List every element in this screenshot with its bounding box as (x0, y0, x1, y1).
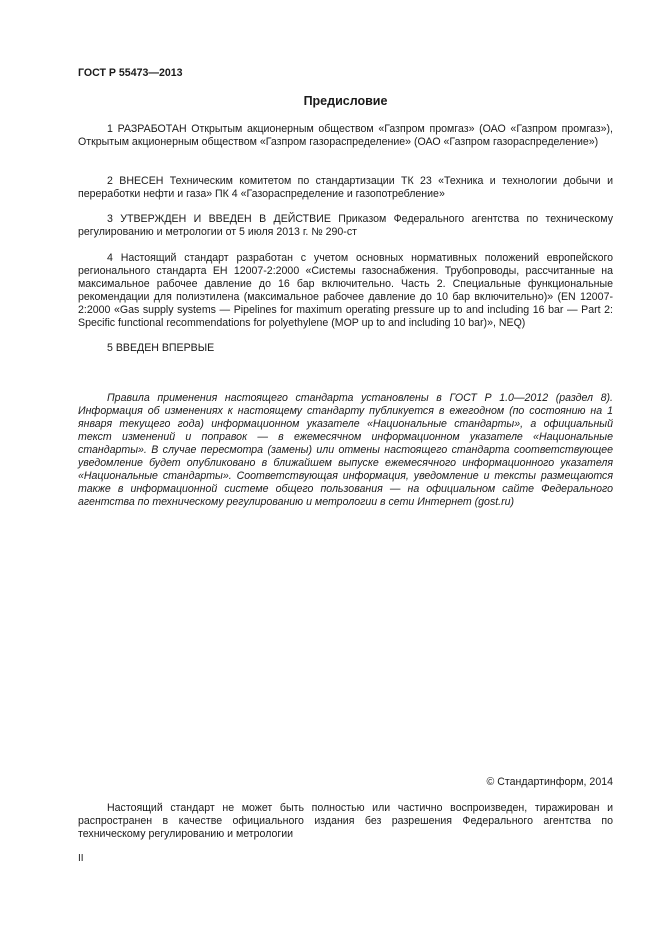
paragraph-approved: 3 УТВЕРЖДЕН И ВВЕДЕН В ДЕЙСТВИЕ Приказом Федерального агентства по техническому регулированию и метрологии от 5 июля 2013 г. № 290-ст (78, 213, 613, 238)
paragraph-developed-by: 1 РАЗРАБОТАН Открытым акционерным обществом «Газпром промгаз» (ОАО «Газпром промгаз»), Открытым акционерным обществом «Газпром газораспределение» (ОАО «Газпром газораспределение») (78, 123, 613, 148)
page-title: Предисловие (303, 94, 388, 108)
page-number: II (78, 853, 84, 864)
copyright-line: © Стандартинформ, 2014 (486, 776, 613, 788)
reproduction-notice: Настоящий стандарт не может быть полностью или частично воспроизведен, тиражирован и распространен в качестве официального издания без разрешения Федерального агентства по техническому регулированию и метрологии (78, 802, 613, 840)
usage-notice: Правила применения настоящего стандарта установлены в ГОСТ Р 1.0—2012 (раздел 8). Информация об изменениях к настоящему стандарту публикуется в ежегодном (по состоянию на 1 января текущего года) информационном указателе «Национальные стандарты», а официальный текст изменений и поправок — в ежемесячном информационном указателе «Национальные стандарты». В случае пересмотра (замены) или отмены настоящего стандарта соответствующее уведомление будет опубликовано в ближайшем выпуске ежемесячного информационного указателя «Национальные стандарты». Соответствующая информация, уведомление и тексты размещаются также в информационной системе общего пользования — на официальном сайте Федерального агентства по техническому регулированию и метрологии в сети Интернет (gost.ru) (78, 392, 613, 508)
paragraph-submitted-by: 2 ВНЕСЕН Техническим комитетом по стандартизации ТК 23 «Техника и технологии добычи и переработки нефти и газа» ПК 4 «Газораспределение и газопотребление» (78, 175, 613, 200)
paragraph-introduced-first: 5 ВВЕДЕН ВПЕРВЫЕ (107, 342, 215, 354)
paragraph-based-on: 4 Настоящий стандарт разработан с учетом основных нормативных положений европейского регионального стандарта ЕН 12007-2:2000 «Системы газоснабжения. Трубопроводы, рассчитанные на максимальное рабочее давление до 16 бар включительно. Часть 2. Специальные функциональные рекомендации для полиэтилена (максимальное рабочее давление до 10 бар включительно)» (EN 12007-2:2000 «Gas supply systems — Pipelines for maximum operating pressure up to and including 16 bar — Part 2: Specific functional recommendations for polyethylene (MOP up to and including 10 bar)», NEQ) (78, 252, 613, 329)
document-code: ГОСТ Р 55473—2013 (78, 67, 183, 79)
